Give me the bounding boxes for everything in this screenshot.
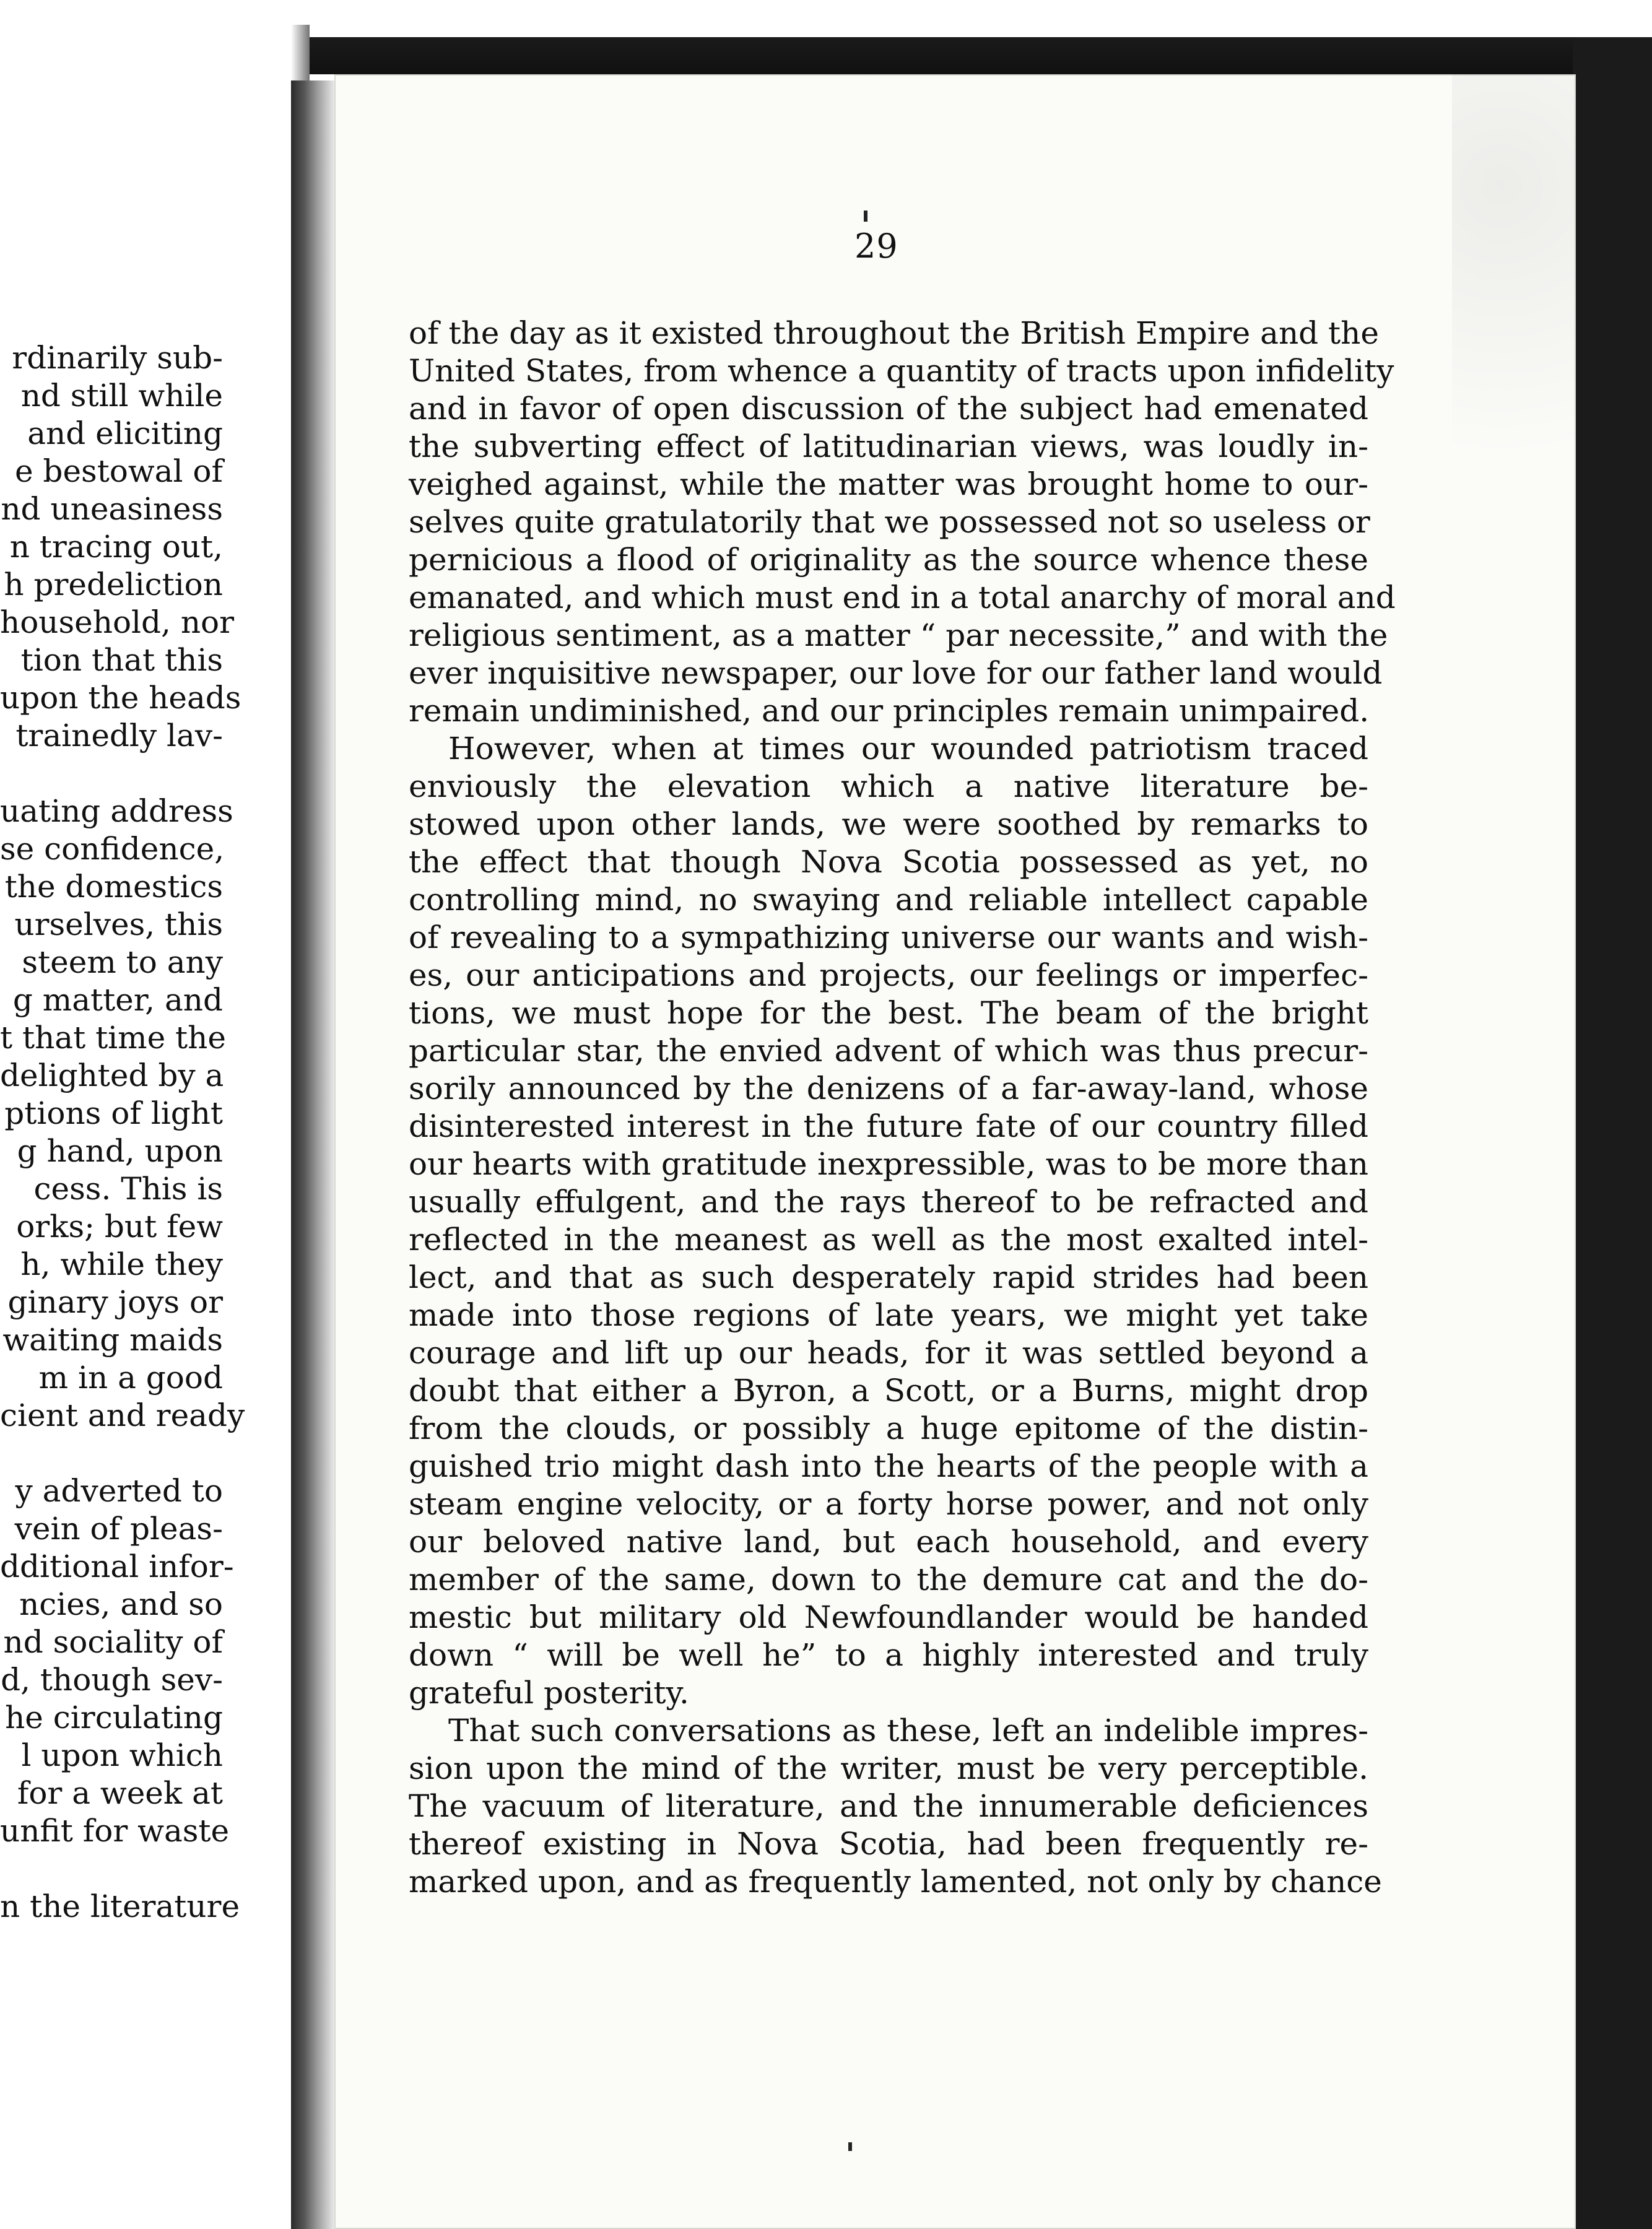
text-line-fragment: delighted by a <box>0 1058 224 1093</box>
text-line-fragment: trainedly lav- <box>15 718 223 754</box>
text-line-fragment: y adverted to <box>15 1473 223 1509</box>
text-line: and in favor of open discussion of the subject had emenated <box>409 391 1368 427</box>
text-line-fragment: steem to any <box>22 944 223 980</box>
text-line-fragment: the domestics <box>4 869 223 905</box>
text-line: selves quite gratulatorily that we possessed not so useless or <box>409 504 1370 540</box>
text-line-fragment: nd sociality of <box>3 1624 223 1660</box>
text-line: the effect that though Nova Scotia possessed as yet, no <box>409 844 1368 880</box>
text-line: the subverting effect of latitudinarian views, was loudly in- <box>409 428 1368 464</box>
page-speckle <box>1452 74 1576 632</box>
scan-mark <box>848 2142 852 2151</box>
text-line-fragment: he circulating <box>5 1700 223 1736</box>
text-line: controlling mind, no swaying and reliable intellect capable <box>409 882 1368 918</box>
text-line: tions, we must hope for the best. The beam of the bright <box>409 995 1368 1031</box>
text-line-fragment: uating address <box>0 793 233 829</box>
text-line: of revealing to a sympathizing universe our wants and wish- <box>409 919 1368 955</box>
text-line: mestic but military old Newfoundlander would be handed <box>409 1599 1368 1635</box>
text-line: reflected in the meanest as well as the most exalted intel- <box>409 1222 1368 1258</box>
text-line: from the clouds, or possibly a huge epitome of the distin- <box>409 1410 1368 1446</box>
paragraph-gap <box>0 1435 223 1472</box>
text-line: enviously the elevation which a native literature be- <box>409 768 1368 804</box>
paragraph-gap <box>0 1850 223 1888</box>
text-line: disinterested interest in the future fate of our country filled <box>409 1108 1368 1144</box>
text-line-fragment: l upon which <box>21 1737 223 1773</box>
text-line-fragment: t that time the <box>0 1020 226 1056</box>
text-line-fragment: nd uneasiness <box>1 491 223 527</box>
current-page-text-column <box>409 315 1396 1901</box>
text-line: The vacuum of literature, and the innumerable deficiences <box>409 1788 1368 1824</box>
text-line-fragment: urselves, this <box>14 906 223 942</box>
text-line-fragment: n tracing out, <box>9 529 223 565</box>
text-line: guished trio might dash into the hearts of the people with a <box>409 1448 1368 1484</box>
scan-mark <box>864 211 867 222</box>
text-line: courage and lift up our heads, for it was settled beyond a <box>409 1335 1368 1371</box>
text-line: remain undiminished, and our principles remain unimpaired. <box>409 693 1370 729</box>
scanner-background-right <box>1573 37 1652 2229</box>
text-line: made into those regions of late years, we might yet take <box>409 1297 1368 1333</box>
text-line: particular star, the envied advent of which was thus precur- <box>409 1033 1368 1069</box>
text-line: member of the same, down to the demure cat and the do- <box>409 1562 1368 1597</box>
text-line-fragment: unfit for waste <box>0 1813 230 1849</box>
text-line: sion upon the mind of the writer, must be very perceptible. <box>409 1750 1368 1786</box>
text-line-fragment: vein of pleas- <box>14 1511 223 1547</box>
text-line-fragment: waiting maids <box>2 1322 223 1358</box>
text-line-fragment: h, while they <box>20 1246 223 1282</box>
text-line: pernicious a flood of originality as the source whence these <box>409 542 1368 578</box>
text-line: our hearts with gratitude inexpressible, was to be more than <box>409 1146 1368 1182</box>
previous-page-text-column <box>0 339 245 1926</box>
text-line-fragment: orks; but few <box>16 1209 223 1245</box>
text-line-fragment: and eliciting <box>27 415 223 451</box>
text-line-fragment: nd still while <box>20 378 223 414</box>
text-line: sorily announced by the denizens of a far-away-land, whose <box>409 1071 1368 1106</box>
text-line-fragment: se confidence, <box>0 831 225 867</box>
text-line-fragment: tion that this <box>20 642 223 678</box>
text-line-fragment: cess. This is <box>33 1171 223 1207</box>
text-line: religious sentiment, as a matter “ par necessite,” and with the <box>409 617 1388 653</box>
book-gutter <box>291 80 334 2229</box>
text-line: our beloved native land, but each household, and every <box>409 1524 1368 1560</box>
text-line: usually effulgent, and the rays thereof to be refracted and <box>409 1184 1368 1220</box>
text-line-fragment: n the literature <box>0 1888 240 1924</box>
text-line-fragment: for a week at <box>17 1775 223 1811</box>
text-line: marked upon, and as frequently lamented, not only by chance <box>409 1864 1382 1900</box>
text-line-fragment: h predeliction <box>4 567 223 602</box>
text-line-fragment: ptions of light <box>4 1095 223 1131</box>
text-line: doubt that either a Byron, a Scott, or a Burns, might drop <box>409 1373 1368 1409</box>
text-line-fragment: cient and ready <box>0 1397 245 1433</box>
text-line-fragment: d, though sev- <box>1 1662 223 1698</box>
page-number: 29 <box>854 227 898 266</box>
text-line: stowed upon other lands, we were soothed by remarks to <box>409 806 1368 842</box>
text-line: of the day as it existed throughout the British Empire and the <box>409 315 1379 351</box>
text-line: lect, and that as such desperately rapid strides had been <box>409 1259 1368 1295</box>
text-line: steam engine velocity, or a forty horse power, and not only <box>409 1486 1368 1522</box>
text-line-fragment: m in a good <box>38 1360 223 1396</box>
paragraph-gap <box>0 755 223 793</box>
text-line-fragment: ncies, and so <box>19 1586 223 1622</box>
text-line-fragment: e bestowal of <box>14 453 223 489</box>
text-line: ever inquisitive newspaper, our love for our father land would <box>409 655 1383 691</box>
text-line: United States, from whence a quantity of tracts upon infidelity <box>409 353 1394 389</box>
text-line: emanated, and which must end in a total anarchy of moral and <box>409 580 1396 615</box>
text-line-fragment: upon the heads <box>0 680 241 716</box>
text-line: grateful posterity. <box>409 1675 689 1711</box>
text-line-fragment: dditional infor- <box>0 1549 234 1584</box>
text-line-fragment: g matter, and <box>12 982 223 1018</box>
previous-page <box>0 25 310 2229</box>
text-line-fragment: g hand, upon <box>17 1133 223 1169</box>
text-line: veighed against, while the matter was brought home to our- <box>409 466 1368 502</box>
text-line: However, when at times our wounded patriotism traced <box>448 731 1368 767</box>
text-line-fragment: ginary joys or <box>7 1284 223 1320</box>
text-line-fragment: rdinarily sub- <box>12 340 223 376</box>
text-line: down “ will be well he” to a highly interested and truly <box>409 1637 1368 1673</box>
text-line: thereof existing in Nova Scotia, had been frequently re- <box>409 1826 1368 1862</box>
text-line: es, our anticipations and projects, our feelings or imperfec- <box>409 957 1368 993</box>
text-line: That such conversations as these, left an indelible impres- <box>448 1713 1368 1749</box>
text-line-fragment: household, nor <box>0 604 235 640</box>
